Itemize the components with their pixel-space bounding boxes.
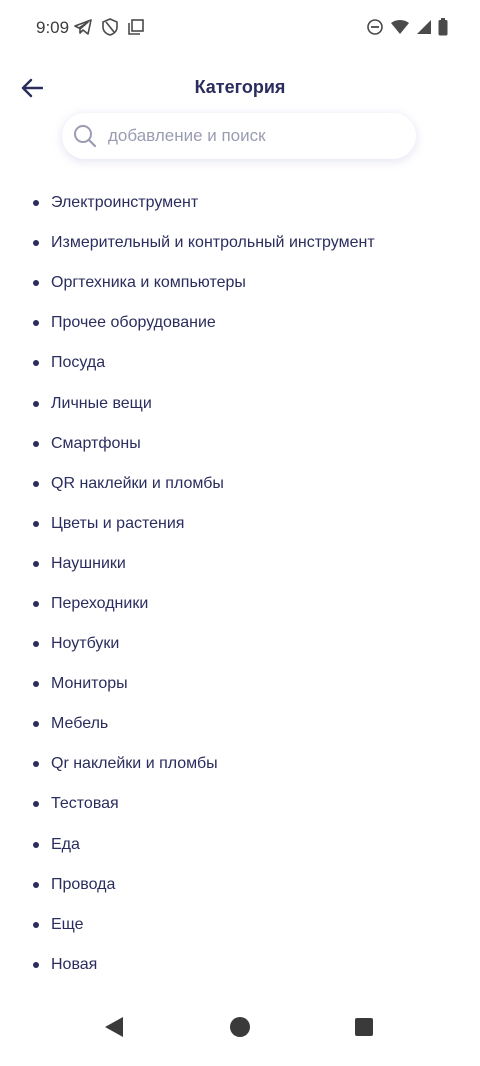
wifi-icon (390, 19, 410, 35)
status-time: 9:09 (36, 18, 70, 37)
bullet-dot-icon (33, 240, 39, 246)
bullet-dot-icon (33, 401, 39, 407)
category-item[interactable] (0, 343, 480, 383)
search-input[interactable] (108, 121, 398, 151)
category-label: Переходники (51, 594, 149, 612)
category-item[interactable] (0, 784, 480, 824)
category-item[interactable] (0, 223, 480, 263)
navigation-bar (0, 1006, 480, 1066)
category-item[interactable] (0, 624, 480, 664)
category-label: Личные вещи (51, 394, 152, 412)
nav-back-icon[interactable] (104, 1016, 124, 1043)
category-label: Измерительный и контрольный инструмент (51, 234, 375, 252)
category-item[interactable] (0, 544, 480, 584)
bullet-dot-icon (33, 481, 39, 487)
bullet-dot-icon (33, 801, 39, 807)
status-left-icons (74, 18, 144, 36)
category-item[interactable] (0, 303, 480, 343)
status-right-icons (366, 18, 448, 36)
shield-icon (102, 18, 118, 36)
category-label: Qr наклейки и пломбы (51, 755, 218, 773)
bullet-dot-icon (33, 721, 39, 727)
bullet-dot-icon (33, 681, 39, 687)
bullet-dot-icon (33, 280, 39, 286)
bullet-dot-icon (33, 922, 39, 928)
category-item[interactable] (0, 504, 480, 544)
screenshot-icon (128, 19, 144, 35)
bullet-dot-icon (33, 641, 39, 647)
category-label: Новая (51, 955, 98, 973)
category-item[interactable] (0, 704, 480, 744)
signal-icon (416, 19, 432, 35)
bullet-dot-icon (33, 842, 39, 848)
category-label: Посуда (51, 354, 106, 372)
category-label: QR наклейки и пломбы (51, 474, 224, 492)
category-item[interactable] (0, 424, 480, 464)
bullet-dot-icon (33, 320, 39, 326)
category-item[interactable] (0, 263, 480, 303)
bullet-dot-icon (33, 521, 39, 527)
nav-recent-icon[interactable] (354, 1017, 374, 1042)
category-item[interactable] (0, 584, 480, 624)
category-label: Еда (51, 835, 80, 853)
bullet-dot-icon (33, 882, 39, 888)
category-item[interactable] (0, 865, 480, 905)
category-item[interactable] (0, 905, 480, 945)
bullet-dot-icon (33, 601, 39, 607)
category-label: Еще (51, 915, 84, 933)
bullet-dot-icon (33, 441, 39, 447)
category-label: Ноутбуки (51, 635, 120, 653)
category-label: Мебель (51, 715, 109, 733)
telegram-icon (74, 19, 92, 35)
battery-icon (438, 18, 448, 36)
category-item[interactable] (0, 383, 480, 423)
header (0, 64, 480, 112)
category-label: Провода (51, 875, 116, 893)
category-item[interactable] (0, 744, 480, 784)
bullet-dot-icon (33, 561, 39, 567)
category-label: Электроинструмент (51, 194, 199, 212)
status-bar (0, 0, 480, 58)
bullet-dot-icon (33, 200, 39, 206)
category-list (0, 183, 480, 985)
category-label: Наушники (51, 554, 126, 572)
nav-home-icon[interactable] (229, 1016, 251, 1043)
page-title: Категория (194, 77, 286, 97)
category-item[interactable] (0, 945, 480, 985)
category-label: Мониторы (51, 675, 128, 693)
search-icon (73, 124, 97, 148)
category-label: Оргтехника и компьютеры (51, 274, 246, 292)
bullet-dot-icon (33, 962, 39, 968)
category-item[interactable] (0, 664, 480, 704)
category-label: Тестовая (51, 795, 119, 813)
category-item[interactable] (0, 464, 480, 504)
bullet-dot-icon (33, 761, 39, 767)
category-item[interactable] (0, 183, 480, 223)
bullet-dot-icon (33, 360, 39, 366)
category-item[interactable] (0, 825, 480, 865)
do-not-disturb-icon (366, 18, 384, 36)
category-label: Смартфоны (51, 434, 141, 452)
category-label: Цветы и растения (51, 514, 185, 532)
category-label: Прочее оборудование (51, 314, 216, 332)
search-box[interactable] (62, 113, 416, 159)
